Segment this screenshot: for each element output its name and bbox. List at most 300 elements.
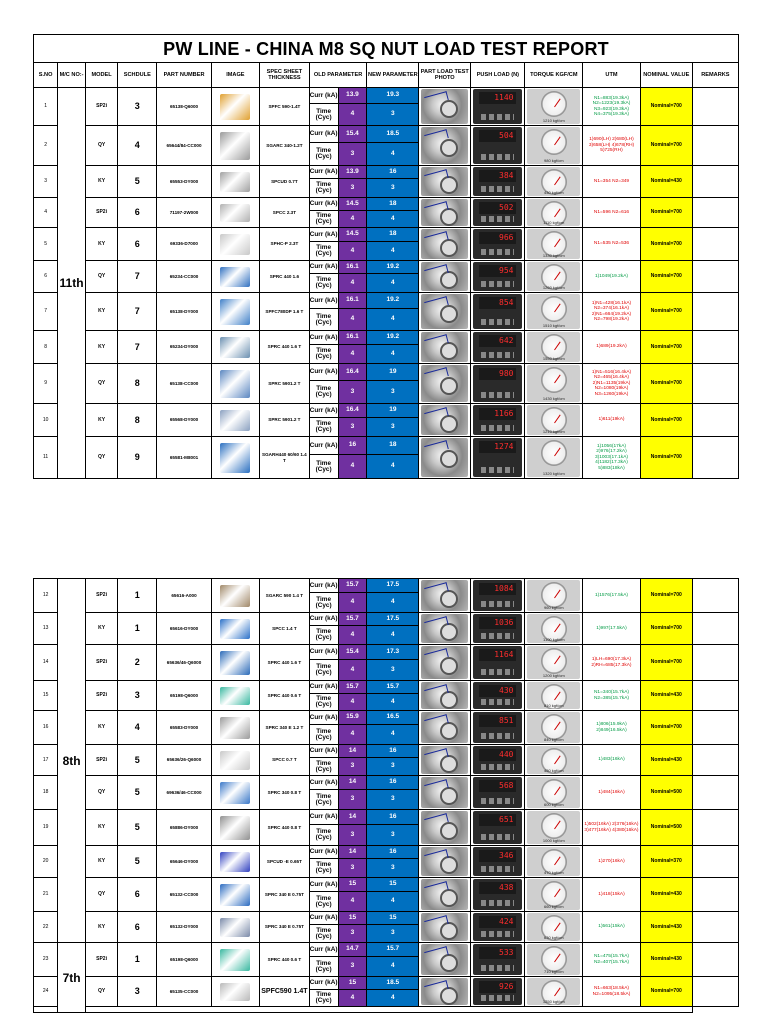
utm-cell: 1)561(15kA) [583, 912, 641, 943]
push-load-value: 854 [479, 297, 516, 309]
header-utm: UTM [583, 63, 641, 88]
table-row [34, 613, 739, 626]
old-time-value: 3 [338, 179, 367, 198]
report-title: PW LINE - CHINA M8 SQ NUT LOAD TEST REPORT [34, 35, 739, 63]
push-load-value: 1274 [479, 441, 516, 453]
mc-number: 11th [58, 88, 86, 479]
new-curr-value: 18 [367, 198, 419, 211]
nominal-value-cell: Nominal=430 [640, 166, 692, 198]
model-cell: KY [85, 228, 117, 261]
header-part-number: PART NUMBER [157, 63, 211, 88]
push-load-cell [471, 846, 525, 878]
old-curr-value: 16.1 [338, 293, 367, 309]
spec-thickness-cell: SPCC 0.7 T [260, 745, 310, 776]
push-load-cell [471, 912, 525, 943]
partial-cell [34, 1007, 693, 1013]
old-curr-value: 14.5 [338, 228, 367, 242]
sno-cell: 7 [34, 293, 58, 331]
schedule-cell: 3 [118, 681, 157, 711]
remarks-cell [692, 126, 738, 166]
part-image [220, 687, 250, 705]
new-time-value: 3 [367, 758, 419, 776]
utm-cell: 1)502(16kA) 2)376(16kA) 3)477(16kA) 4)380(16kA) [583, 810, 641, 846]
push-load-display [473, 580, 522, 611]
nominal-value-cell: Nominal=700 [640, 261, 692, 293]
torque-value: 630 kgf/cm [544, 935, 564, 940]
nominal-value-cell: Nominal=700 [640, 437, 692, 479]
part-image [220, 585, 250, 607]
curr-label: Curr (kA) [309, 846, 338, 859]
header-mc: M/C NO:- [58, 63, 86, 88]
torque-value: 1000 kgf/cm [542, 838, 565, 843]
remarks-cell [692, 681, 738, 711]
model-cell: KY [85, 166, 117, 198]
push-load-value: 1036 [479, 617, 516, 629]
torque-cell [525, 364, 583, 404]
mc-number: 8th [58, 579, 86, 943]
new-time-value: 4 [367, 211, 419, 228]
old-curr-value: 16.1 [338, 331, 367, 345]
part-image [220, 751, 250, 770]
load-test-photo [421, 879, 468, 910]
load-test-photo [421, 294, 468, 329]
old-curr-value: 15.9 [338, 711, 367, 725]
model-cell: SP2i [85, 88, 117, 126]
load-test-photo-cell [419, 261, 471, 293]
torque-gauge [527, 746, 580, 774]
utm-cell: N1=663(18.5kA) N2=1095(18.5kA) [583, 977, 641, 1007]
curr-label: Curr (kA) [309, 228, 338, 242]
push-load-cell [471, 613, 525, 645]
load-test-photo-cell [419, 943, 471, 977]
load-test-photo-cell [419, 166, 471, 198]
curr-label: Curr (kA) [309, 776, 338, 790]
time-label: Time (Cyc) [309, 104, 338, 126]
old-time-value: 4 [338, 660, 367, 681]
push-load-value: 440 [479, 749, 516, 761]
push-load-cell [471, 293, 525, 331]
new-curr-value: 18 [367, 228, 419, 242]
load-test-photo [421, 365, 468, 402]
display-buttons [481, 249, 514, 255]
nominal-value-cell: Nominal=700 [640, 228, 692, 261]
load-test-photo-cell [419, 579, 471, 613]
schedule-cell: 1 [118, 579, 157, 613]
spec-thickness-cell: SPRC 440 1.6 T [260, 645, 310, 681]
new-curr-value: 17.3 [367, 645, 419, 660]
curr-label: Curr (kA) [309, 331, 338, 345]
old-curr-value: 15.7 [338, 681, 367, 694]
new-time-value: 3 [367, 418, 419, 437]
nominal-value-cell: Nominal=700 [640, 331, 692, 364]
utm-cell: 1)806(15.9kA) 2)849(16.5kA) [583, 711, 641, 745]
curr-label: Curr (kA) [309, 88, 338, 104]
push-load-value: 438 [479, 882, 516, 894]
part-number-cell: 65636/46-Q6000 [157, 645, 211, 681]
load-test-photo-cell [419, 912, 471, 943]
load-test-photo-cell [419, 681, 471, 711]
new-time-value: 4 [367, 143, 419, 166]
new-time-value: 4 [367, 345, 419, 364]
load-test-photo-cell [419, 977, 471, 1007]
old-time-value: 4 [338, 892, 367, 912]
nominal-value-cell: Nominal=700 [640, 198, 692, 228]
new-curr-value: 16 [367, 776, 419, 790]
model-cell: QY [85, 878, 117, 912]
new-time-value: 3 [367, 104, 419, 126]
torque-value: 1260 kgf/cm [542, 285, 565, 290]
push-load-cell [471, 126, 525, 166]
remarks-cell [692, 228, 738, 261]
display-buttons [481, 995, 514, 1001]
part-number-cell: 65234-CC000 [157, 261, 211, 293]
torque-gauge [527, 614, 580, 643]
push-load-cell [471, 681, 525, 711]
schedule-cell: 7 [118, 293, 157, 331]
part-image-cell [211, 776, 259, 810]
push-load-display [473, 944, 522, 975]
new-curr-value: 19.2 [367, 293, 419, 309]
model-cell: KY [85, 711, 117, 745]
new-time-value: 3 [367, 179, 419, 198]
torque-gauge [527, 127, 580, 164]
load-test-photo-cell [419, 878, 471, 912]
torque-cell [525, 198, 583, 228]
sno-cell: 1 [34, 88, 58, 126]
schedule-cell: 5 [118, 846, 157, 878]
load-test-photo-cell [419, 711, 471, 745]
table-row [34, 711, 739, 725]
new-time-value: 4 [367, 309, 419, 331]
load-test-photo [421, 847, 468, 876]
schedule-cell: 4 [118, 126, 157, 166]
spec-thickness-cell: SPRC 440 1.6 [260, 261, 310, 293]
new-curr-value: 15.7 [367, 681, 419, 694]
spec-thickness-cell: SPRC 440 1.6 T [260, 331, 310, 364]
display-buttons [481, 186, 514, 192]
old-time-value: 3 [338, 381, 367, 404]
part-number-cell: 65132-DY000 [157, 912, 211, 943]
sno-cell: 23 [34, 943, 58, 977]
push-load-display [473, 646, 522, 679]
old-curr-value: 15.4 [338, 645, 367, 660]
display-buttons [481, 467, 514, 473]
gauge-dial [541, 648, 567, 674]
push-load-display [473, 712, 522, 743]
part-image [220, 884, 250, 906]
header-schedule: SCHDULE [118, 63, 157, 88]
sno-cell: 12 [34, 579, 58, 613]
sno-cell: 16 [34, 711, 58, 745]
torque-cell [525, 88, 583, 126]
schedule-cell: 3 [118, 977, 157, 1007]
push-load-cell [471, 261, 525, 293]
load-test-photo [421, 944, 468, 975]
report-table-top [33, 34, 739, 479]
header-row [34, 63, 739, 88]
push-load-display [473, 682, 522, 709]
part-number-cell: 65583-DY000 [157, 711, 211, 745]
old-time-value: 4 [338, 345, 367, 364]
table-row [34, 645, 739, 660]
torque-gauge [527, 879, 580, 910]
header-spec: SPEC SHEET THICKNESS [260, 63, 310, 88]
load-test-photo-cell [419, 776, 471, 810]
curr-label: Curr (kA) [309, 977, 338, 990]
old-curr-value: 14 [338, 745, 367, 758]
part-image-cell [211, 364, 259, 404]
schedule-cell: 7 [118, 331, 157, 364]
time-label: Time (Cyc) [309, 381, 338, 404]
utm-cell: 1)270(16kA) [583, 846, 641, 878]
time-label: Time (Cyc) [309, 345, 338, 364]
mc-number: 7th [58, 943, 86, 1013]
old-curr-value: 15.7 [338, 579, 367, 593]
old-time-value: 4 [338, 242, 367, 261]
push-load-display [473, 438, 522, 477]
utm-cell: 1)690(LH) 2)680(LH) 3)658(LH) 4)678(RH) 5)725(RH) [583, 126, 641, 166]
table-row [34, 776, 739, 790]
display-buttons [481, 900, 514, 906]
part-image-cell [211, 198, 259, 228]
part-image [220, 94, 250, 120]
torque-gauge [527, 978, 580, 1005]
spec-thickness-cell: SPRC 440 0.6 T [260, 681, 310, 711]
model-cell: QY [85, 364, 117, 404]
push-load-value: 1084 [479, 583, 516, 595]
new-curr-value: 16 [367, 166, 419, 179]
load-test-photo-cell [419, 846, 471, 878]
table-row [34, 977, 739, 990]
header-sno: S.NO [34, 63, 58, 88]
old-curr-value: 16.4 [338, 404, 367, 418]
schedule-cell: 5 [118, 776, 157, 810]
new-curr-value: 15 [367, 912, 419, 925]
display-buttons [481, 352, 514, 358]
table-row [34, 404, 739, 418]
nut-hole [440, 450, 458, 468]
torque-gauge [527, 811, 580, 844]
part-number-cell: 69336-D7000 [157, 228, 211, 261]
part-image-cell [211, 681, 259, 711]
sno-cell: 4 [34, 198, 58, 228]
display-buttons [481, 866, 514, 872]
header-old-parameter: OLD PARAMETER [309, 63, 367, 88]
nominal-value-cell: Nominal=430 [640, 878, 692, 912]
utm-cell: 1)1056(17kA) 2)976(17.2kA) 3)1003(17.1kA) 4)1182(17.3kA) 5)883(18kA) [583, 437, 641, 479]
part-number-cell: 65568-DY000 [157, 404, 211, 437]
nominal-value-cell: Nominal=430 [640, 745, 692, 776]
load-test-photo [421, 913, 468, 941]
push-load-cell [471, 437, 525, 479]
torque-value: 660 kgf/cm [544, 904, 564, 909]
utm-cell: 1)1576(17.5kA) [583, 579, 641, 613]
torque-cell [525, 645, 583, 681]
model-cell: KY [85, 331, 117, 364]
nominal-value-cell: Nominal=700 [640, 613, 692, 645]
part-image-cell [211, 88, 259, 126]
push-load-display [473, 294, 522, 329]
load-test-photo [421, 199, 468, 226]
load-test-photo-cell [419, 745, 471, 776]
time-label: Time (Cyc) [309, 418, 338, 437]
curr-label: Curr (kA) [309, 912, 338, 925]
old-time-value: 3 [338, 418, 367, 437]
load-test-photo [421, 712, 468, 743]
remarks-cell [692, 711, 738, 745]
new-time-value: 3 [367, 381, 419, 404]
new-curr-value: 16 [367, 846, 419, 859]
push-load-display [473, 811, 522, 844]
load-test-photo-cell [419, 437, 471, 479]
part-image [220, 949, 250, 971]
header-nominal: NOMINAL VALUE [640, 63, 692, 88]
load-test-photo [421, 167, 468, 196]
model-cell: SP2i [85, 745, 117, 776]
model-cell: SP2i [85, 681, 117, 711]
nut-hole [440, 954, 458, 972]
torque-value: 1510 kgf/cm [542, 323, 565, 328]
utm-cell: 1)483(16kA) [583, 745, 641, 776]
part-image-cell [211, 912, 259, 943]
push-load-value: 430 [479, 685, 516, 697]
time-label: Time (Cyc) [309, 825, 338, 846]
time-label: Time (Cyc) [309, 892, 338, 912]
display-buttons [481, 114, 514, 120]
load-test-photo-cell [419, 198, 471, 228]
remarks-cell [692, 613, 738, 645]
schedule-cell: 1 [118, 943, 157, 977]
torque-value: 980 kgf/cm [544, 158, 564, 163]
nut-hole [440, 100, 458, 118]
sno-cell: 14 [34, 645, 58, 681]
torque-cell [525, 404, 583, 437]
nut-hole [440, 722, 458, 740]
curr-label: Curr (kA) [309, 579, 338, 593]
torque-value: 600 kgf/cm [544, 802, 564, 807]
table-row [34, 261, 739, 274]
time-label: Time (Cyc) [309, 957, 338, 977]
torque-value: 450 kgf/cm [544, 768, 564, 773]
torque-cell [525, 846, 583, 878]
old-time-value: 4 [338, 990, 367, 1007]
remarks-cell [692, 645, 738, 681]
remarks-cell [692, 88, 738, 126]
remarks-cell [692, 166, 738, 198]
push-load-display [473, 262, 522, 291]
time-label: Time (Cyc) [309, 694, 338, 711]
model-cell: QY [85, 126, 117, 166]
new-curr-value: 19.2 [367, 331, 419, 345]
torque-cell [525, 437, 583, 479]
push-load-cell [471, 943, 525, 977]
utm-cell: 1)611(19kA) [583, 404, 641, 437]
torque-value: 1250 kgf/cm [542, 999, 565, 1004]
utm-cell: N1=340(15.7kA) N2=385(15.7kA) [583, 681, 641, 711]
new-curr-value: 18.5 [367, 977, 419, 990]
curr-label: Curr (kA) [309, 437, 338, 455]
utm-cell: 1)484(16kA) [583, 776, 641, 810]
torque-gauge [527, 229, 580, 259]
model-cell: KY [85, 846, 117, 878]
part-number-cell: 65646-DY000 [157, 846, 211, 878]
new-time-value: 4 [367, 990, 419, 1007]
old-time-value: 4 [338, 211, 367, 228]
model-cell: QY [85, 261, 117, 293]
push-load-cell [471, 198, 525, 228]
torque-cell [525, 745, 583, 776]
torque-cell [525, 776, 583, 810]
curr-label: Curr (kA) [309, 364, 338, 381]
new-curr-value: 17.5 [367, 613, 419, 626]
old-curr-value: 15.7 [338, 613, 367, 626]
part-image [220, 337, 250, 358]
push-load-display [473, 405, 522, 435]
torque-value: 1210 kgf/cm [542, 118, 565, 123]
torque-cell [525, 579, 583, 613]
torque-gauge [527, 89, 580, 124]
model-cell: KY [85, 613, 117, 645]
new-time-value: 4 [367, 892, 419, 912]
header-torque: TORQUE KGF/CM [525, 63, 583, 88]
sno-cell: 17 [34, 745, 58, 776]
part-number-cell: 65198-Q6000 [157, 681, 211, 711]
new-time-value: 3 [367, 790, 419, 810]
spec-thickness-cell: SGARC 340-1.2T [260, 126, 310, 166]
part-number-cell: 65198-Q6000 [157, 943, 211, 977]
new-time-value: 3 [367, 825, 419, 846]
old-time-value: 3 [338, 825, 367, 846]
spec-thickness-cell: SPCUD -E 0.65T [260, 846, 310, 878]
part-number-cell: 65581-M8001 [157, 437, 211, 479]
load-test-photo [421, 614, 468, 643]
nut-hole [440, 139, 458, 157]
torque-value: 1430 kgf/cm [542, 396, 565, 401]
new-time-value: 3 [367, 925, 419, 943]
time-label: Time (Cyc) [309, 859, 338, 878]
time-label: Time (Cyc) [309, 626, 338, 645]
old-time-value: 4 [338, 455, 367, 479]
display-buttons [481, 699, 514, 705]
part-image-cell [211, 711, 259, 745]
time-label: Time (Cyc) [309, 143, 338, 166]
sno-cell: 6 [34, 261, 58, 293]
torque-gauge [527, 365, 580, 402]
remarks-cell [692, 878, 738, 912]
old-time-value: 3 [338, 925, 367, 943]
torque-gauge [527, 847, 580, 876]
torque-cell [525, 681, 583, 711]
old-curr-value: 13.9 [338, 166, 367, 179]
push-load-display [473, 614, 522, 643]
old-curr-value: 16.1 [338, 261, 367, 274]
table-row [34, 166, 739, 179]
spec-thickness-cell: SPRC 340 0.8 T [260, 776, 310, 810]
spec-thickness-cell: SPRC 440 0.8 T [260, 810, 310, 846]
new-curr-value: 19.3 [367, 88, 419, 104]
nominal-value-cell: Nominal=430 [640, 912, 692, 943]
new-curr-value: 15 [367, 878, 419, 892]
torque-gauge [527, 913, 580, 941]
load-test-photo [421, 332, 468, 362]
push-load-value: 504 [479, 130, 516, 142]
table-row [34, 681, 739, 694]
spec-thickness-cell: SPFC 590-1.4T [260, 88, 310, 126]
curr-label: Curr (kA) [309, 878, 338, 892]
new-curr-value: 15.7 [367, 943, 419, 957]
nominal-value-cell: Nominal=700 [640, 977, 692, 1007]
curr-label: Curr (kA) [309, 681, 338, 694]
